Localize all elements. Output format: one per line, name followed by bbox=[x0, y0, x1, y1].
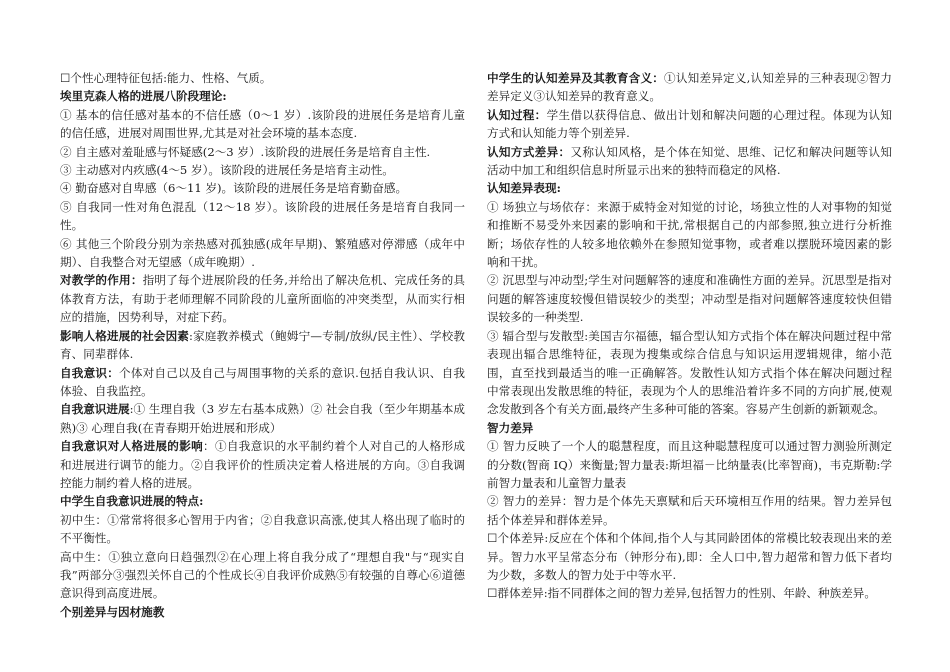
paragraph-text: 指明了每个进展阶段的任务,并给出了解决危机、完成任务的具体教育方法，有助于老师理解不同阶段的儿童所面临的冲突类型，从而实行相应的措施，因势利导，对症下药。 bbox=[60, 273, 465, 325]
paragraph bbox=[487, 492, 892, 529]
paragraph-text: ⑤ 自我同一性对角色混乱（12～18 岁）。该阶段的进展任务是培育自我同一性。 bbox=[60, 199, 465, 233]
paragraph-text: 又称认知风格，是个体在知觉、思维、记忆和解决问题等认知活动中加工和组织信息时所显示出来的独特而稳定的风格. bbox=[487, 144, 892, 178]
paragraph bbox=[60, 603, 465, 621]
section-heading: 中学生自我意识进展的特点: bbox=[60, 494, 204, 509]
paragraph bbox=[487, 437, 892, 492]
paragraph-text: 个体对自己以及自己与周围事物的关系的意识.包括自我认识、自我体验、自我监控。 bbox=[60, 365, 465, 398]
paragraph-text: ② 沉思型与冲动型;学生对问题解答的速度和准确性方面的差异。沉思型是指对问题的解答速度较慢但错误较少的类型；冲动型是指对问题解答速度较快但错误较多的一种类型. bbox=[487, 273, 892, 325]
paragraph bbox=[487, 419, 892, 437]
section-heading: 埃里克森人格的进展八阶段理论: bbox=[60, 89, 227, 104]
paragraph bbox=[487, 106, 892, 143]
paragraph bbox=[60, 271, 465, 326]
section-heading: 认知差异表现: bbox=[487, 181, 561, 196]
section-heading: 中学生的认知差异及其教育含义： bbox=[487, 71, 665, 85]
section-heading: 对教学的作用： bbox=[60, 273, 143, 288]
right-column bbox=[487, 69, 892, 603]
paragraph bbox=[60, 87, 465, 105]
paragraph bbox=[60, 548, 465, 603]
paragraph bbox=[487, 271, 892, 326]
paragraph-text: ☐个体差异:反应在个体和个体间,指个人与其同龄团体的常模比较表现出来的差异。智力水平呈常态分布（钟形分布),即：全人口中,智力超常和智力低下者均为少数，多数人的智力处于中等水平. bbox=[487, 531, 892, 582]
paragraph-text: 学生借以获得信息、做出计划和解决问题的心理过程。体现为认知方式和认知能力等个别差异. bbox=[487, 107, 892, 141]
paragraph-text: 初中生：①常常将很多心智用于内省；②自我意识高涨,使其人格出现了临时的不平衡性。 bbox=[60, 512, 465, 546]
paragraph bbox=[60, 161, 465, 179]
left-column bbox=[60, 69, 465, 621]
paragraph bbox=[60, 511, 465, 548]
paragraph bbox=[487, 69, 892, 106]
paragraph bbox=[487, 143, 892, 180]
paragraph bbox=[60, 106, 465, 143]
paragraph-text: ① 智力反映了一个人的聪慧程度，而且这种聪慧程度可以通过智力测验所测定的分数(智商 IQ）来衡量;智力量表:斯坦福－比纳量表(比率智商)，韦克斯勒:学前智力量表和儿童智力量表 bbox=[487, 439, 892, 490]
paragraph-text: ③ 辐合型与发散型:美国吉尔福德，辐合型认知方式指个体在解决问题过程中常表现出辐合思维特征，表现为搜集或综合信息与知识运用逻辑规律，缩小范围，直至找到最适当的唯一正确解答。发散性认知方式指个体在解决问题过程中常表现出发散思维的特征，表现为个人的思维沿着许多不同的方向扩展,使观念发散到各个有关方面,最终产生多种可能的答案。容易产生创新的新颖观念。 bbox=[487, 328, 892, 417]
section-heading: 智力差异 bbox=[487, 420, 534, 435]
paragraph-text: 高中生：①独立意向日趋强烈②在心理上将自我分成了“理想自我"与“现实自我”两部分③强烈关怀自己的个性成长④自我评价成熟⑤有较强的自尊心⑥道德意识得到高度进展。 bbox=[60, 549, 465, 601]
paragraph-text: ①认知差异定义,认知差异的三种表现②智力差异定义③认知差异的教育意义。 bbox=[487, 71, 892, 104]
paragraph-text: ① 场独立与场依存：来源于威特金对知觉的讨论，场独立性的人对事物的知觉和推断不易受外来因素的影响和干扰,常根据自己的内部参照,独立进行分析推断；场依存性的人较多地依赖外在参照知觉事物，或者难以摆脱环境因素的影响和干扰。 bbox=[487, 199, 892, 270]
paragraph bbox=[60, 235, 465, 272]
paragraph bbox=[487, 529, 892, 584]
paragraph bbox=[60, 69, 465, 87]
paragraph bbox=[60, 492, 465, 510]
paragraph bbox=[60, 327, 465, 364]
paragraph-text: :① 生理自我（3 岁左右基本成熟）② 社会自我（至少年期基本成熟)③ 心理自我(在青春期开始进展和形成） bbox=[60, 402, 465, 435]
paragraph-text: ☐个性心理特征包括:能力、性格、气质。 bbox=[60, 71, 272, 85]
paragraph bbox=[60, 400, 465, 437]
paragraph-text: :家庭教养模式（鲍姆宁—专制/放纵/民主性）、学校教育、同辈群体. bbox=[60, 328, 465, 362]
section-heading: 认知方式差异： bbox=[487, 144, 571, 159]
paragraph bbox=[487, 198, 892, 272]
paragraph bbox=[60, 437, 465, 492]
paragraph bbox=[487, 327, 892, 419]
paragraph-text: ① 基本的信任感对基本的不信任感（0～1 岁）.该阶段的进展任务是培育儿童的信任感，进展对周围世界,尤其是对社会环境的基本态度. bbox=[60, 107, 465, 141]
section-heading: 自我意识对人格进展的影响 bbox=[60, 439, 204, 454]
section-heading: 影响人格进展的社会因素 bbox=[60, 328, 190, 343]
paragraph-text: ④ 勤奋感对自卑感（6～11 岁)。该阶段的进展任务是培育勤奋感。 bbox=[60, 181, 408, 196]
paragraph-text: ③ 主动感对内疚感(4～5 岁）。该阶段的进展任务是培育主动性。 bbox=[60, 163, 394, 178]
section-heading: 个别差异与因材施教 bbox=[60, 604, 165, 619]
paragraph-text: ☐群体差异:指不同群体之间的智力差异,包括智力的性别、年龄、种族差异。 bbox=[487, 586, 876, 601]
paragraph-text: ：①自我意识的水平制约着个人对自己的人格形成和进展进行调节的能力。②自我评价的性质决定着人格进展的方向。③自我调控能力制约着人格的进展。 bbox=[60, 439, 465, 490]
section-heading: 自我意识： bbox=[60, 365, 120, 380]
paragraph-text: ② 智力的差异：智力是个体先天禀赋和后天环境相互作用的结果。智力差异包括个体差异和群体差异。 bbox=[487, 494, 892, 527]
section-heading: 自我意识进展 bbox=[60, 402, 130, 417]
paragraph-text: ② 自主感对羞耻感与怀疑感(2～3 岁）.该阶段的进展任务是培育自主性. bbox=[60, 144, 431, 159]
paragraph bbox=[487, 179, 892, 197]
paragraph bbox=[60, 179, 465, 197]
paragraph bbox=[60, 364, 465, 401]
section-heading: 认知过程： bbox=[487, 107, 547, 122]
paragraph bbox=[487, 584, 892, 602]
paragraph bbox=[60, 143, 465, 161]
paragraph bbox=[60, 198, 465, 235]
paragraph-text: ⑥ 其他三个阶段分别为亲热感对孤独感(成年早期)、繁殖感对停滞感（成年中期）、自我整合对无望感（成年晚期）. bbox=[60, 236, 465, 270]
